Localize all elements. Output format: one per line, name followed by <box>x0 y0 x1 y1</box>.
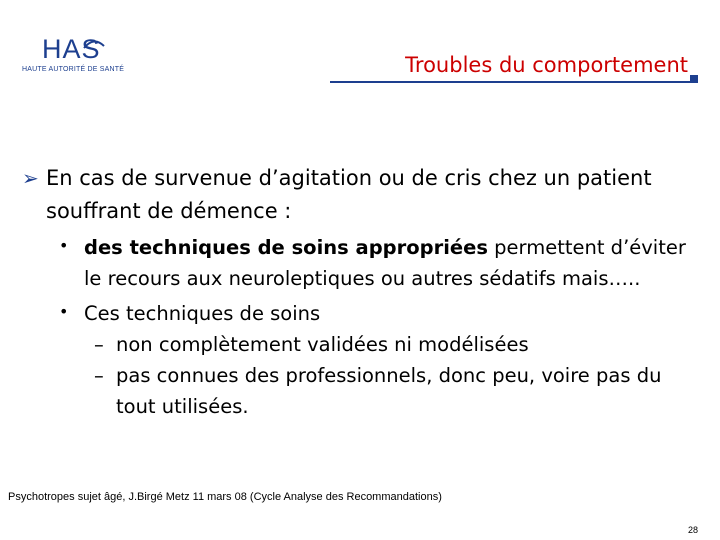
sub-bullet-techniques <box>22 232 702 294</box>
page-number: 28 <box>687 525 698 535</box>
has-logo <box>22 34 134 78</box>
logo-text: HAS <box>42 34 101 64</box>
slide-title: Troubles du comportement <box>405 53 688 77</box>
sub-bullet-bold-text: des techniques de soins appropriées <box>84 236 488 259</box>
sub-bullet-soins <box>22 298 702 329</box>
dot-bullet-icon: • <box>59 302 69 321</box>
title-underline <box>330 81 690 83</box>
dash-bullet-icon: – <box>94 364 104 387</box>
sub-bullet-text: Ces techniques de soins <box>84 302 321 325</box>
dot-bullet-icon: • <box>59 236 69 255</box>
dash-bullet-icon: – <box>94 333 104 356</box>
title-rule-end <box>690 75 698 83</box>
arrow-bullet-icon: ➢ <box>22 166 39 190</box>
sub-bullet-text: permettent d’éviter le recours aux neuroleptiques ou autres sédatifs mais….. <box>84 236 686 290</box>
footer-citation: Psychotropes sujet âgé, J.Birgé Metz 11 mars 08 (Cycle Analyse des Recommandations) <box>8 491 442 503</box>
main-bullet-text: En cas de survenue d’agitation ou de cris chez un patient souffrant de démence : <box>46 166 652 223</box>
logo-subtitle: HAUTE AUTORITÉ DE SANTÉ <box>22 66 125 73</box>
slide-body <box>22 162 702 422</box>
dash-item-text: non complètement validées ni modélisées <box>116 333 529 356</box>
main-bullet <box>22 162 702 228</box>
dash-item <box>22 329 702 360</box>
dash-item <box>22 360 702 422</box>
dash-item-text: pas connues des professionnels, donc peu, voire pas du tout utilisées. <box>116 364 662 418</box>
